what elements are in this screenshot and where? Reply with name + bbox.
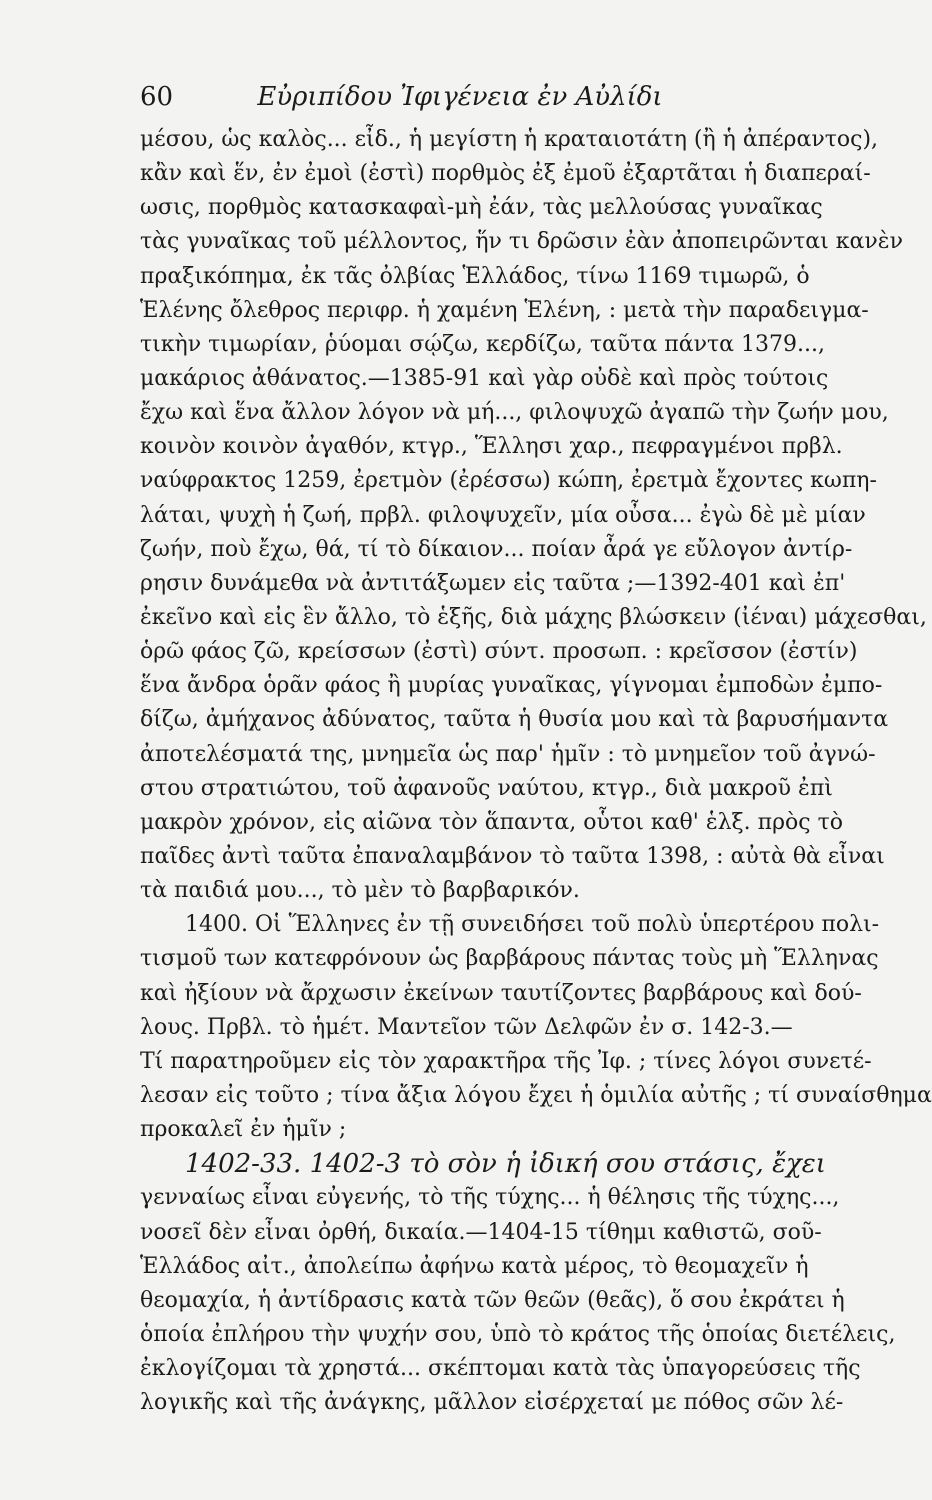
text-line: γενναίως εἶναι εὐγενής, τὸ τῆς τύχης... ἡ θέλησις τῆς τύχης..., bbox=[140, 1185, 840, 1211]
text-line: Ἑλλάδος αἰτ., ἀπολείπω ἀφήνω κατὰ μέρος, τὸ θεομαχεῖν ἡ bbox=[140, 1253, 809, 1279]
question-line: λεσαν εἰς τοῦτο ; τίνα ἄξια λόγου ἔχει ἡ ὁμιλία αὐτῆς ; τί συναίσθημα bbox=[140, 1082, 932, 1108]
section-heading-1402-33: 1402-33. 1402-3 τὸ σὸν ἡ ἰδική σου στάσις, ἔχει bbox=[185, 1149, 826, 1180]
page-number: 60 bbox=[140, 82, 174, 112]
text-line: παῖδες ἀντὶ ταῦτα ἐπαναλαμβάνον τὸ ταῦτα 1398, : αὐτὰ θὰ εἶναι bbox=[140, 843, 885, 869]
text-line: τικὴν τιμωρίαν, ῥύομαι σῴζω, κερδίζω, ταῦτα πάντα 1379..., bbox=[140, 331, 825, 357]
text-line: λους. Πρβλ. τὸ ἡμέτ. Μαντεῖον τῶν Δελφῶν ἐν σ. 142-3.— bbox=[140, 1014, 793, 1040]
text-line: καὶ ἠξίουν νὰ ἄρχωσιν ἐκείνων ταυτίζοντες βαρβάρους καὶ δού- bbox=[140, 980, 862, 1006]
text-line: πραξικόπημα, ἐκ τᾶς ὀλβίας Ἑλλάδος, τίνω 1169 τιμωρῶ, ὁ bbox=[140, 263, 810, 289]
text-line: μέσου, ὡς καλὸς... εἶδ., ἡ μεγίστη ἡ κραταιοτάτη (ἢ ἡ ἀπέραντος), bbox=[140, 127, 879, 152]
text-line: νοσεῖ δὲν εἶναι ὀρθή, δικαία.—1404-15 τίθημι καθιστῶ, σοῦ- bbox=[140, 1219, 822, 1245]
question-line: Τί παρατηροῦμεν εἰς τὸν χαρακτῆρα τῆς Ἰφ. ; τίνες λόγοι συνετέ- bbox=[140, 1048, 872, 1074]
text-line: μακρὸν χρόνον, εἰς αἰῶνα τὸν ἅπαντα, οὗτοι καθ' ἑλξ. πρὸς τὸ bbox=[140, 809, 844, 835]
text-line: ἐκλογίζομαι τὰ χρηστά... σκέπτομαι κατὰ τὰς ὑπαγορεύσεις τῆς bbox=[140, 1356, 861, 1382]
text-line: τὰς γυναῖκας τοῦ μέλλοντος, ἥν τι δρῶσιν ἐὰν ἀποπειρῶνται κανὲν bbox=[140, 229, 903, 255]
text-line: δίζω, ἀμήχανος ἀδύνατος, ταῦτα ἡ θυσία μου καὶ τὰ βαρυσήμαντα bbox=[140, 707, 889, 733]
text-line: ναύφρακτος 1259, ἐρετμὸν (ἐρέσσω) κώπη, ἐρετμὰ ἔχοντες κωπη- bbox=[140, 468, 877, 494]
text-line: μακάριος ἀθάνατος.—1385-91 καὶ γὰρ οὐδὲ καὶ πρὸς τούτοις bbox=[140, 365, 829, 391]
text-line: στου στρατιώτου, τοῦ ἀφανοῦς ναύτου, κτγρ., διὰ μακροῦ ἐπὶ bbox=[140, 775, 833, 801]
commentary-text bbox=[140, 123, 932, 1420]
section-line-1400: 1400. Οἱ Ἕλληνες ἐν τῇ συνειδήσει τοῦ πολὺ ὑπερτέρου πολι- bbox=[185, 912, 880, 938]
text-line: κἂν καὶ ἕν, ἐν ἐμοὶ (ἐστὶ) πορθμὸς ἐξ ἐμοῦ ἐξαρτᾶται ἡ διαπεραί- bbox=[140, 161, 871, 187]
text-line: ἕνα ἄνδρα ὁρᾶν φάος ἢ μυρίας γυναῖκας, γίγνομαι ἐμποδὼν ἐμπο- bbox=[140, 673, 883, 699]
text-line: ὁποία ἐπλήρου τὴν ψυχήν σου, ὑπὸ τὸ κράτος τῆς ὁποίας διετέλεις, bbox=[140, 1321, 896, 1347]
text-line: Ἑλένης ὄλεθρος περιφρ. ἡ χαμένη Ἑλένη, : μετὰ τὴν παραδειγμα- bbox=[140, 297, 869, 323]
text-line: ἐκεῖνο καὶ εἰς ἓν ἄλλο, τὸ ἑξῆς, διὰ μάχης βλώσκειν (ἰέναι) μάχεσθαι, bbox=[140, 604, 927, 630]
text-line: τισμοῦ των κατεφρόνουν ὡς βαρβάρους πάντας τοὺς μὴ Ἕλληνας bbox=[140, 946, 879, 972]
text-line: ωσις, πορθμὸς κατασκαφαὶ-μὴ ἐάν, τὰς μελλούσας γυναῖκας bbox=[140, 195, 823, 221]
text-line: ὁρῶ φάος ζῶ, κρείσσων (ἐστὶ) σύντ. προσωπ. : κρεῖσσον (ἐστίν) bbox=[140, 639, 858, 665]
text-line: ἀποτελέσματά της, μνημεῖα ὡς παρ' ἡμῖν : τὸ μνημεῖον τοῦ ἀγνώ- bbox=[140, 741, 876, 767]
running-title: Εὐριπίδου Ἰφιγένεια ἐν Αὐλίδι bbox=[257, 82, 663, 112]
text-line: λογικῆς καὶ τῆς ἀνάγκης, μᾶλλον εἰσέρχεταί με πόθος σῶν λέ- bbox=[140, 1390, 844, 1416]
question-line: προκαλεῖ ἐν ἡμῖν ; bbox=[140, 1117, 347, 1143]
text-line: ρησιν δυνάμεθα νὰ ἀντιτάξωμεν εἰς ταῦτα ;—1392-401 καὶ ἐπ' bbox=[140, 570, 846, 596]
text-line: ζωήν, ποὺ ἔχω, θά, τί τὸ δίκαιον... ποίαν ἆρά γε εὔλογον ἀντίρ- bbox=[140, 536, 853, 562]
text-line: θεομαχία, ἡ ἀντίδρασις κατὰ τῶν θεῶν (θεᾶς), ὅ σου ἐκράτει ἡ bbox=[140, 1287, 845, 1313]
text-line: τὰ παιδιά μου..., τὸ μὲν τὸ βαρβαρικόν. bbox=[140, 878, 580, 904]
text-line: ἔχω καὶ ἕνα ἄλλον λόγον νὰ μή..., φιλοψυχῶ ἀγαπῶ τὴν ζωήν μου, bbox=[140, 400, 889, 426]
text-line: λάται, ψυχὴ ἡ ζωή, πρβλ. φιλοψυχεῖν, μία οὖσα... ἐγὼ δὲ μὲ μίαν bbox=[140, 502, 866, 528]
text-line: κοινὸν κοινὸν ἀγαθόν, κτγρ., Ἕλλησι χαρ., πεφραγμένοι πρβλ. bbox=[140, 434, 843, 460]
